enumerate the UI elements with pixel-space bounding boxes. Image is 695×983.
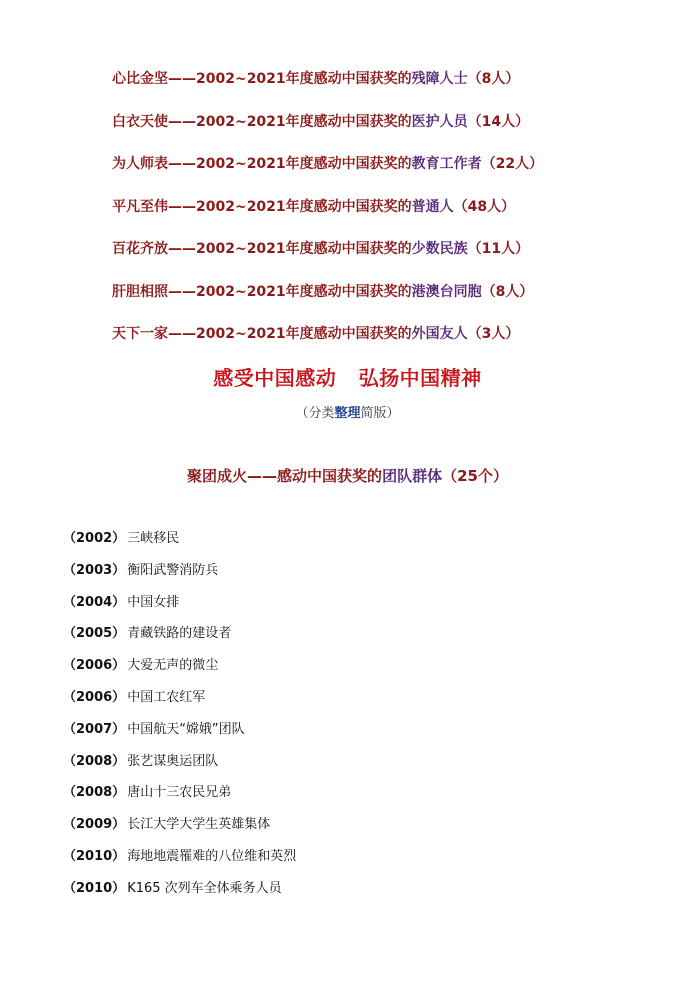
team-year: （2009） [63, 817, 126, 833]
category-count: （22人） [481, 156, 544, 172]
category-range: 2002~2021年度感动中国获奖的 [196, 113, 412, 130]
main-title: 感受中国感动 弘扬中国精神 [213, 366, 482, 390]
team-name: 青藏铁路的建设者 [127, 626, 232, 642]
category-list [112, 69, 672, 367]
category-name: 为人师表 [112, 156, 168, 172]
team-item [63, 752, 663, 784]
category-count: （8人） [481, 283, 534, 300]
category-dash: —— [168, 113, 196, 130]
section-count: （25个） [442, 467, 508, 485]
category-range: 2002~2021年度感动中国获奖的 [196, 71, 412, 87]
category-item [112, 112, 672, 155]
team-year: （2005） [63, 626, 126, 642]
section-lead: 聚团成火——感动中国获奖的 [187, 467, 383, 485]
category-count: （14人） [467, 113, 530, 130]
subtitle-highlight: 整理 [334, 406, 361, 421]
team-name: 长江大学大学生英雄集体 [127, 817, 271, 833]
category-group: 港澳台同胞 [411, 283, 482, 300]
section-group: 团队群体 [382, 467, 443, 485]
category-count: （3人） [467, 326, 520, 342]
category-range: 2002~2021年度感动中国获奖的 [196, 241, 412, 257]
category-item [112, 69, 672, 112]
category-range: 2002~2021年度感动中国获奖的 [196, 326, 412, 342]
category-name: 肝胆相照 [112, 283, 168, 300]
category-name: 百花齐放 [112, 241, 168, 257]
team-name: K165 次列车全体乘务人员 [127, 880, 282, 896]
category-count: （8人） [467, 71, 520, 87]
category-dash: —— [168, 241, 196, 257]
subtitle [0, 402, 695, 421]
category-item [112, 239, 672, 282]
category-item [112, 324, 672, 367]
team-name: 唐山十三农民兄弟 [127, 785, 232, 801]
team-year: （2006） [63, 689, 126, 705]
subtitle-close: 简版） [360, 406, 400, 421]
team-name: 中国女排 [127, 594, 180, 610]
team-item [63, 783, 663, 815]
subtitle-open: （分类 [295, 406, 335, 421]
team-item [63, 529, 663, 561]
team-item [63, 815, 663, 847]
category-name: 白衣天使 [112, 113, 168, 130]
team-name: 三峡移民 [127, 531, 180, 546]
category-group: 外国友人 [411, 326, 468, 342]
team-name: 海地地震罹难的八位维和英烈 [127, 848, 297, 864]
category-dash: —— [168, 198, 196, 215]
team-name: 衡阳武警消防兵 [127, 562, 219, 578]
category-range: 2002~2021年度感动中国获奖的 [196, 156, 412, 172]
category-group: 医护人员 [411, 113, 468, 130]
category-group: 普通人 [411, 198, 454, 215]
section-title [0, 465, 695, 486]
category-range: 2002~2021年度感动中国获奖的 [196, 283, 412, 300]
team-year: （2010） [63, 848, 126, 864]
category-name: 平凡至伟 [112, 198, 168, 215]
team-year: （2007） [63, 721, 126, 737]
team-year: （2006） [63, 658, 126, 674]
category-count: （48人） [453, 198, 516, 215]
category-dash: —— [168, 71, 196, 87]
team-name: 中国航天“嫦娥”团队 [127, 721, 245, 737]
team-item [63, 593, 663, 625]
team-year: （2010） [63, 880, 126, 896]
team-year: （2008） [63, 785, 126, 801]
category-dash: —— [168, 326, 196, 342]
team-item [63, 720, 663, 752]
team-year: （2003） [63, 562, 126, 578]
team-item [63, 847, 663, 879]
team-year: （2002） [63, 531, 126, 546]
category-name: 心比金坚 [112, 71, 168, 87]
category-item [112, 154, 672, 197]
team-item [63, 656, 663, 688]
team-list [63, 529, 663, 911]
team-item [63, 688, 663, 720]
category-range: 2002~2021年度感动中国获奖的 [196, 198, 412, 215]
team-item [63, 561, 663, 593]
category-item [112, 197, 672, 240]
category-count: （11人） [467, 241, 530, 257]
team-name: 张艺谋奥运团队 [127, 753, 219, 769]
team-year: （2004） [63, 594, 126, 610]
category-item [112, 282, 672, 325]
category-dash: —— [168, 156, 196, 172]
team-item [63, 624, 663, 656]
team-item [63, 879, 663, 911]
category-dash: —— [168, 283, 196, 300]
team-year: （2008） [63, 753, 126, 769]
category-group: 残障人士 [411, 71, 468, 87]
team-name: 中国工农红军 [127, 689, 206, 705]
category-name: 天下一家 [112, 326, 168, 342]
category-group: 教育工作者 [411, 156, 482, 172]
team-name: 大爱无声的微尘 [127, 658, 219, 674]
category-group: 少数民族 [411, 241, 468, 257]
